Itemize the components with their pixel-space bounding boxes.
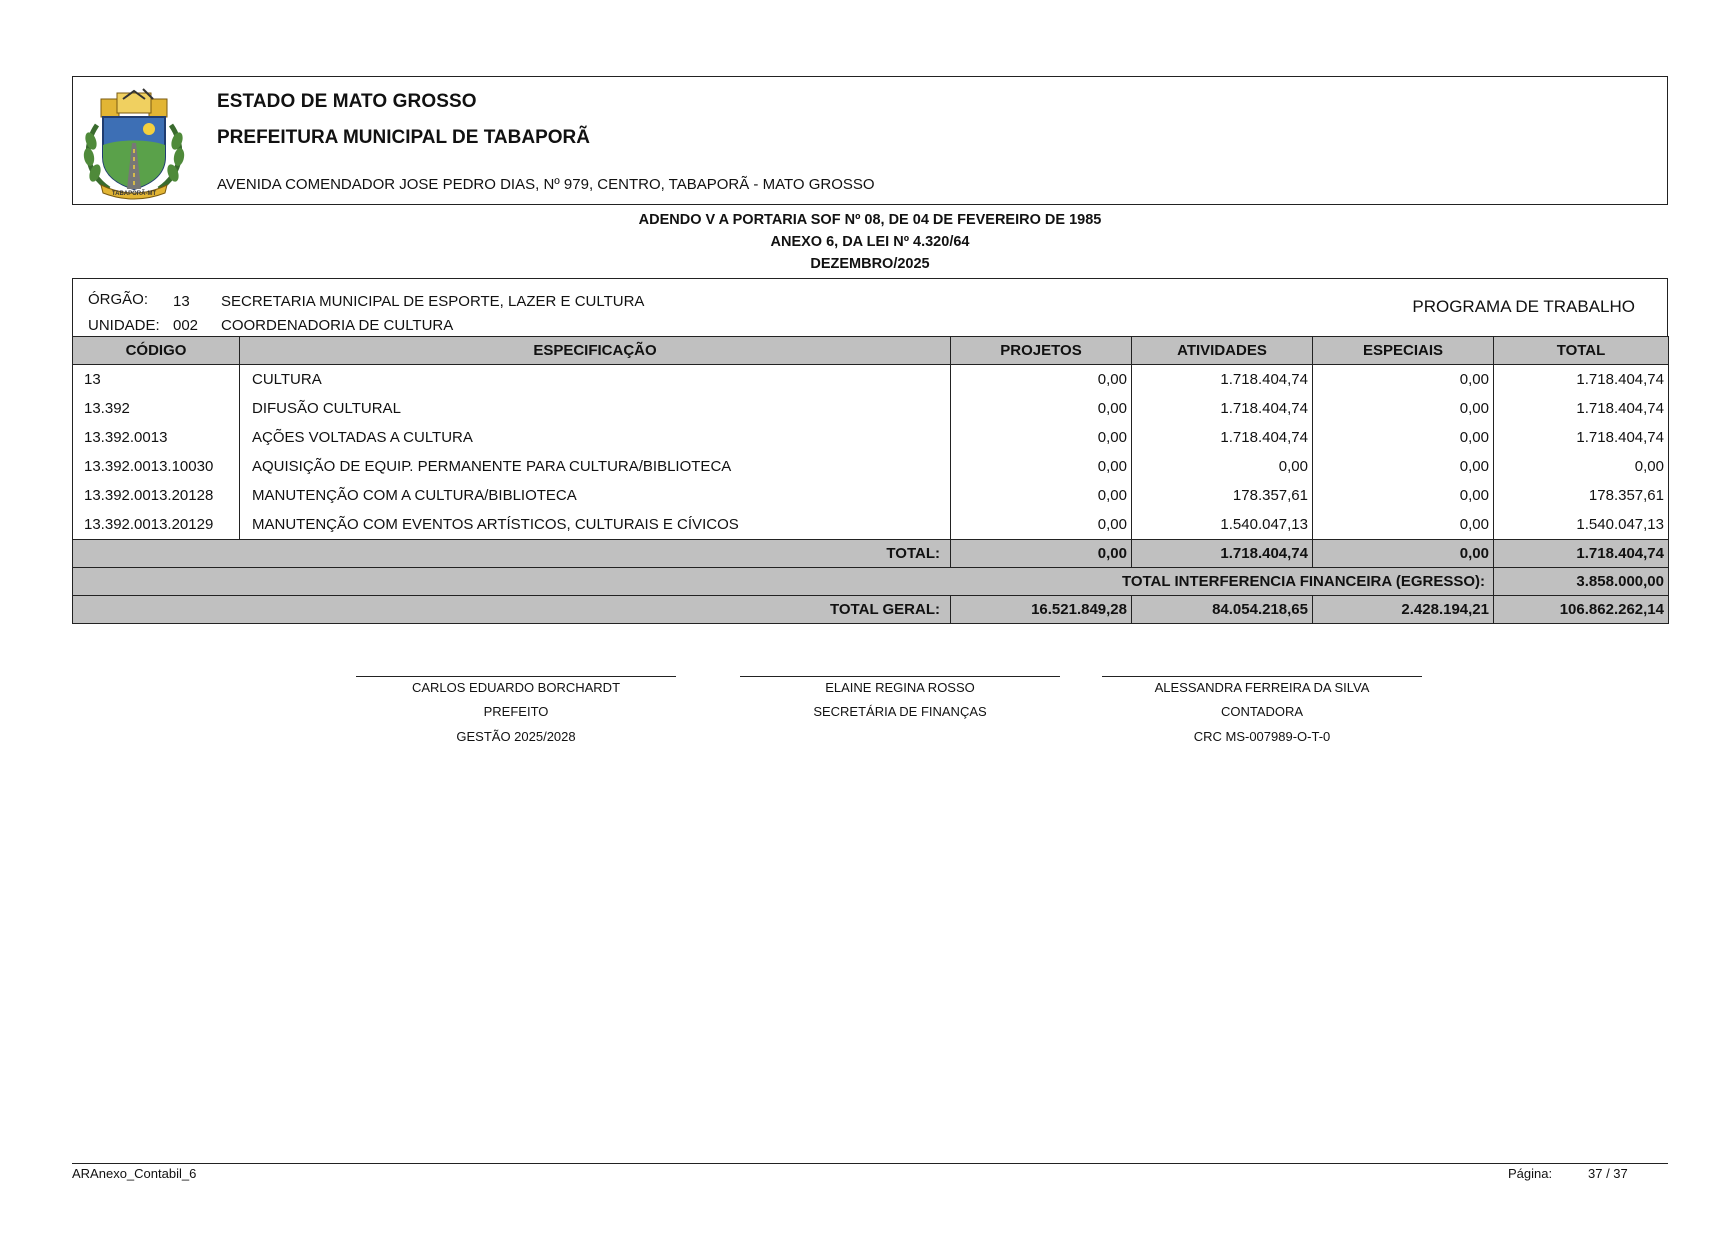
header-especiais: ESPECIAIS (1313, 337, 1494, 365)
program-label: PROGRAMA DE TRABALHO (1412, 297, 1635, 316)
subtitle-line-3: DEZEMBRO/2025 (810, 256, 930, 272)
row-especiais: 0,00 (1313, 365, 1494, 395)
table-row (73, 365, 1669, 395)
signature-line (740, 676, 1060, 677)
subtitle-line-1: ADENDO V A PORTARIA SOF Nº 08, DE 04 DE FEVEREIRO DE 1985 (638, 212, 1102, 228)
row-code: 13.392.0013.20129 (73, 510, 240, 540)
org-info-box (72, 278, 1668, 337)
grand-total-row (73, 596, 1669, 624)
total-atividades: 1.718.404,74 (1132, 540, 1313, 568)
row-spec: MANUTENÇÃO COM EVENTOS ARTÍSTICOS, CULTURAIS E CÍVICOS (240, 510, 951, 540)
row-atividades: 178.357,61 (1132, 481, 1313, 510)
signature-line (356, 676, 676, 677)
row-code: 13 (73, 365, 240, 395)
row-code: 13.392.0013 (73, 423, 240, 452)
row-atividades: 1.718.404,74 (1132, 365, 1313, 395)
row-spec: AÇÕES VOLTADAS A CULTURA (240, 423, 951, 452)
orgao-label: ÓRGÃO: (88, 291, 149, 308)
row-atividades: 0,00 (1132, 452, 1313, 481)
signature-role: CONTADORA (1220, 704, 1304, 719)
row-total: 178.357,61 (1494, 481, 1669, 510)
header-total: TOTAL (1494, 337, 1669, 365)
row-especiais: 0,00 (1313, 452, 1494, 481)
interference-label: TOTAL INTERFERENCIA FINANCEIRA (EGRESSO): (73, 568, 1494, 596)
row-projetos: 0,00 (951, 510, 1132, 540)
row-projetos: 0,00 (951, 394, 1132, 423)
row-spec: AQUISIÇÃO DE EQUIP. PERMANENTE PARA CULTURA/BIBLIOTECA (240, 452, 951, 481)
row-atividades: 1.718.404,74 (1132, 423, 1313, 452)
municipal-crest-icon (79, 85, 189, 200)
row-total: 1.540.047,13 (1494, 510, 1669, 540)
header-especificacao: ESPECIFICAÇÃO (240, 337, 951, 365)
grand-total-atividades: 84.054.218,65 (1132, 596, 1313, 624)
table-row (73, 510, 1669, 540)
total-projetos: 0,00 (951, 540, 1132, 568)
row-total: 1.718.404,74 (1494, 365, 1669, 395)
total-total: 1.718.404,74 (1494, 540, 1669, 568)
table-row (73, 394, 1669, 423)
table-row (73, 452, 1669, 481)
row-projetos: 0,00 (951, 365, 1132, 395)
state-name: ESTADO DE MATO GROSSO (217, 91, 477, 112)
row-especiais: 0,00 (1313, 510, 1494, 540)
unidade-label: UNIDADE: (88, 317, 160, 334)
budget-table (72, 336, 1669, 624)
row-total: 1.718.404,74 (1494, 394, 1669, 423)
prefecture-name: PREFEITURA MUNICIPAL DE TABAPORÃ (217, 127, 590, 148)
report-id: ARAnexo_Contabil_6 (72, 1166, 197, 1181)
orgao-code: 13 (173, 293, 190, 310)
row-especiais: 0,00 (1313, 481, 1494, 510)
row-code: 13.392 (73, 394, 240, 423)
signature-name: ALESSANDRA FERREIRA DA SILVA (1154, 680, 1370, 695)
row-spec: DIFUSÃO CULTURAL (240, 394, 951, 423)
total-especiais: 0,00 (1313, 540, 1494, 568)
table-row (73, 481, 1669, 510)
signature-role: PREFEITO (483, 704, 549, 719)
row-total: 0,00 (1494, 452, 1669, 481)
row-spec: CULTURA (240, 365, 951, 395)
table-row (73, 423, 1669, 452)
orgao-description: SECRETARIA MUNICIPAL DE ESPORTE, LAZER E CULTURA (221, 293, 645, 310)
signature-line (1102, 676, 1422, 677)
grand-total-total: 106.862.262,14 (1494, 596, 1669, 624)
unidade-code: 002 (173, 317, 199, 334)
header-box (72, 76, 1668, 205)
header-codigo: CÓDIGO (73, 337, 240, 365)
page-label: Página: (1508, 1166, 1553, 1181)
row-especiais: 0,00 (1313, 423, 1494, 452)
row-especiais: 0,00 (1313, 394, 1494, 423)
unidade-description: COORDENADORIA DE CULTURA (221, 317, 454, 334)
row-atividades: 1.718.404,74 (1132, 394, 1313, 423)
grand-total-projetos: 16.521.849,28 (951, 596, 1132, 624)
signature-extra: CRC MS-007989-O-T-0 (1193, 729, 1331, 744)
row-projetos: 0,00 (951, 481, 1132, 510)
table-header-row (73, 337, 1669, 365)
prefecture-address: AVENIDA COMENDADOR JOSE PEDRO DIAS, Nº 979, CENTRO, TABAPORÃ - MATO GROSSO (217, 176, 875, 193)
crest-banner-text: TABAPORÃ-MT (111, 191, 157, 197)
row-total: 1.718.404,74 (1494, 423, 1669, 452)
footer-divider (72, 1163, 1668, 1164)
total-label: TOTAL: (73, 540, 951, 568)
interference-row (73, 568, 1669, 596)
grand-total-especiais: 2.428.194,21 (1313, 596, 1494, 624)
total-row (73, 540, 1669, 568)
subtitle-line-2: ANEXO 6, DA LEI Nº 4.320/64 (770, 234, 970, 250)
header-atividades: ATIVIDADES (1132, 337, 1313, 365)
row-spec: MANUTENÇÃO COM A CULTURA/BIBLIOTECA (240, 481, 951, 510)
signature-name: CARLOS EDUARDO BORCHARDT (411, 680, 621, 695)
grand-total-label: TOTAL GERAL: (73, 596, 951, 624)
header-projetos: PROJETOS (951, 337, 1132, 365)
row-projetos: 0,00 (951, 452, 1132, 481)
signature-name: ELAINE REGINA ROSSO (825, 680, 975, 695)
row-atividades: 1.540.047,13 (1132, 510, 1313, 540)
page-number: 37 / 37 (1588, 1166, 1628, 1181)
signature-extra: GESTÃO 2025/2028 (456, 729, 576, 744)
row-projetos: 0,00 (951, 423, 1132, 452)
interference-value: 3.858.000,00 (1494, 568, 1669, 596)
row-code: 13.392.0013.20128 (73, 481, 240, 510)
row-code: 13.392.0013.10030 (73, 452, 240, 481)
signature-role: SECRETÁRIA DE FINANÇAS (813, 704, 987, 719)
